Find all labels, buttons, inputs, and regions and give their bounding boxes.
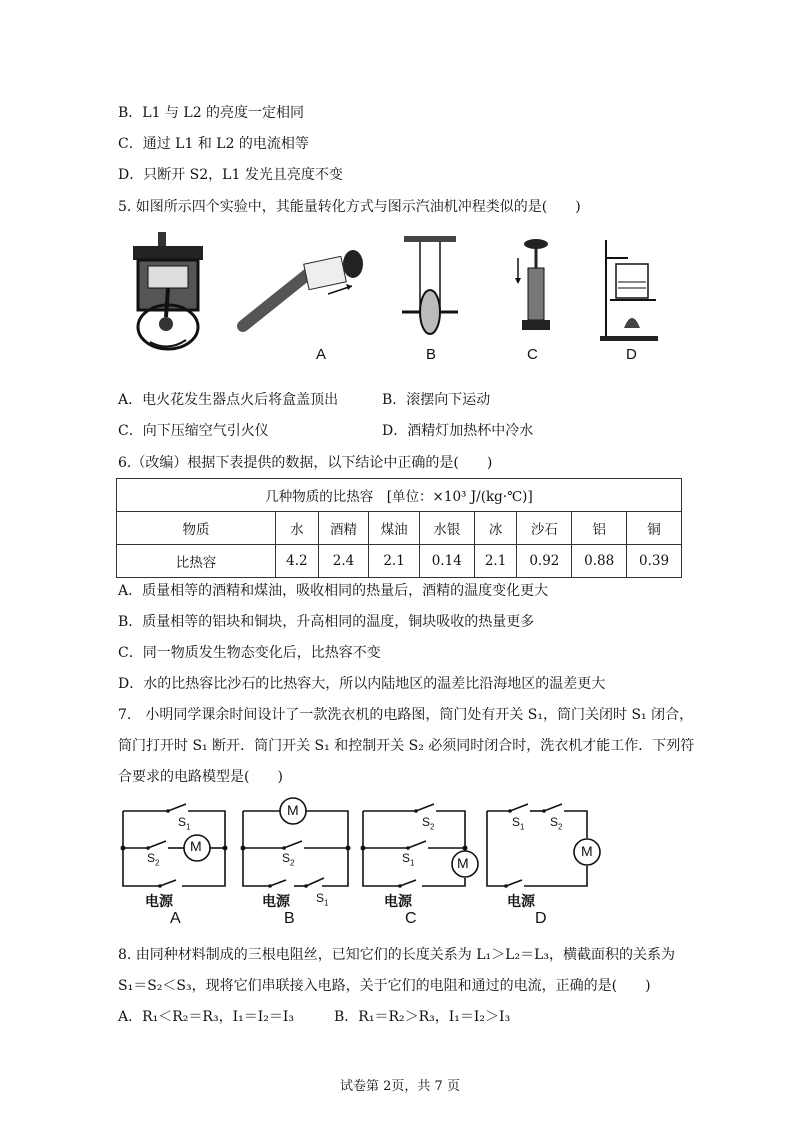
q6-option-b: B．质量相等的铝块和铜块，升高相同的温度，铜块吸收的热量更多: [118, 614, 535, 630]
q8-option-b: B．R₁＝R₂＞R₃，I₁＝I₂＞I₃: [334, 1009, 511, 1025]
q5-option-d: D．酒精灯加热杯中冷水: [382, 423, 534, 439]
switch-s1-label: $S_1$: [316, 891, 329, 908]
value-cell: 2.4: [318, 545, 369, 578]
q5-label-b: B: [426, 346, 437, 363]
table-row: [117, 512, 682, 545]
circuit-letter-d: D: [535, 910, 547, 927]
spark-generator-figure: [238, 246, 368, 336]
q5-label-c: C: [527, 346, 538, 363]
switch-s1-label: $S_1$: [178, 815, 191, 832]
specific-heat-table: [116, 478, 682, 578]
table-value-label: 比热容: [117, 545, 276, 578]
value-cell: 0.39: [627, 545, 682, 578]
circuit-c: [360, 806, 470, 896]
motor-label: M: [190, 838, 202, 854]
value-cell: 4.2: [276, 545, 319, 578]
value-cell: 2.1: [369, 545, 420, 578]
value-cell: 0.88: [572, 545, 627, 578]
q8-line-1: 8. 由同种材料制成的三根电阻丝，已知它们的长度关系为 L₁＞L₂＝L₃，横截面积的关系为: [118, 947, 675, 963]
q5-option-c: C．向下压缩空气引火仪: [118, 423, 269, 439]
switch-s2-label: $S_2$: [422, 815, 435, 832]
air-igniter-figure: [510, 238, 560, 338]
q7-line-2: 筒门打开时 S₁ 断开．筒门开关 S₁ 和控制开关 S₂ 必须同时闭合时，洗衣机才能工作．下列符: [118, 738, 695, 754]
table-row: [117, 545, 682, 578]
motor-label: M: [581, 843, 593, 859]
q4-option-b: B．L1 与 L2 的亮度一定相同: [118, 105, 305, 121]
q8-option-a: A．R₁＜R₂＝R₃，I₁＝I₂＝I₃: [118, 1009, 294, 1025]
q5-option-b: B．滚摆向下运动: [382, 392, 491, 408]
q5-option-a: A．电火花发生器点火后将盒盖顶出: [118, 392, 339, 408]
table-caption: 几种物质的比热容 [单位：×10³ J/(kg·℃)]: [117, 479, 682, 512]
q7-line-3: 合要求的电路模型是( ): [118, 769, 283, 785]
substance-cell: 水银: [419, 512, 474, 545]
circuit-b: [240, 806, 350, 896]
switch-s2-label: $S_2$: [147, 851, 160, 868]
substance-cell: 水: [276, 512, 319, 545]
value-cell: 0.14: [419, 545, 474, 578]
substance-cell: 铜: [627, 512, 682, 545]
circuit-letter-b: B: [284, 910, 295, 927]
circuit-a: [120, 806, 230, 896]
switch-s1-label: $S_1$: [402, 851, 415, 868]
substance-cell: 沙石: [517, 512, 572, 545]
q4-option-c: C．通过 L1 和 L2 的电流相等: [118, 136, 309, 152]
q5-stem: 5. 如图所示四个实验中，其能量转化方式与图示汽油机冲程类似的是( ): [118, 199, 581, 215]
q5-label-d: D: [626, 346, 637, 363]
q6-option-d: D．水的比热容比沙石的比热容大，所以内陆地区的温差比沿海地区的温差更大: [118, 676, 606, 692]
q4-option-d: D．只断开 S2，L1 发光且亮度不变: [118, 167, 343, 183]
power-source-label: 电源: [145, 893, 173, 909]
motor-label: M: [457, 855, 469, 871]
switch-s2-label: $S_2$: [282, 851, 295, 868]
circuit-letter-a: A: [170, 910, 181, 927]
circuit-letter-c: C: [405, 910, 417, 927]
alcohol-lamp-figure: [596, 238, 666, 344]
power-source-label: 电源: [507, 893, 535, 909]
substance-cell: 酒精: [318, 512, 369, 545]
power-source-label: 电源: [384, 893, 412, 909]
substance-cell: 铝: [572, 512, 627, 545]
engine-figure: [128, 232, 208, 352]
maxwell-wheel-figure: [400, 236, 460, 346]
value-cell: 2.1: [474, 545, 517, 578]
substance-cell: 煤油: [369, 512, 420, 545]
switch-s1-label: $S_1$: [512, 815, 525, 832]
q6-option-a: A．质量相等的酒精和煤油，吸收相同的热量后，酒精的温度变化更大: [118, 583, 549, 599]
value-cell: 0.92: [517, 545, 572, 578]
substance-cell: 冰: [474, 512, 517, 545]
power-source-label: 电源: [262, 893, 290, 909]
q6-option-c: C．同一物质发生物态变化后，比热容不变: [118, 645, 381, 661]
table-header-label: 物质: [117, 512, 276, 545]
motor-label: M: [287, 802, 299, 818]
q5-label-a: A: [316, 346, 327, 363]
switch-s2-label: $S_2$: [550, 815, 563, 832]
page-footer: 试卷第 2页，共 7 页: [340, 1079, 460, 1094]
q7-line-1: 7. 小明同学课余时间设计了一款洗衣机的电路图，筒门处有开关 S₁，筒门关闭时 S₁ 闭合，: [118, 707, 694, 723]
q8-line-2: S₁＝S₂＜S₃，现将它们串联接入电路，关于它们的电阻和通过的电流，正确的是( ): [118, 978, 651, 994]
q6-stem: 6.（改编）根据下表提供的数据，以下结论中正确的是( ): [118, 455, 493, 471]
